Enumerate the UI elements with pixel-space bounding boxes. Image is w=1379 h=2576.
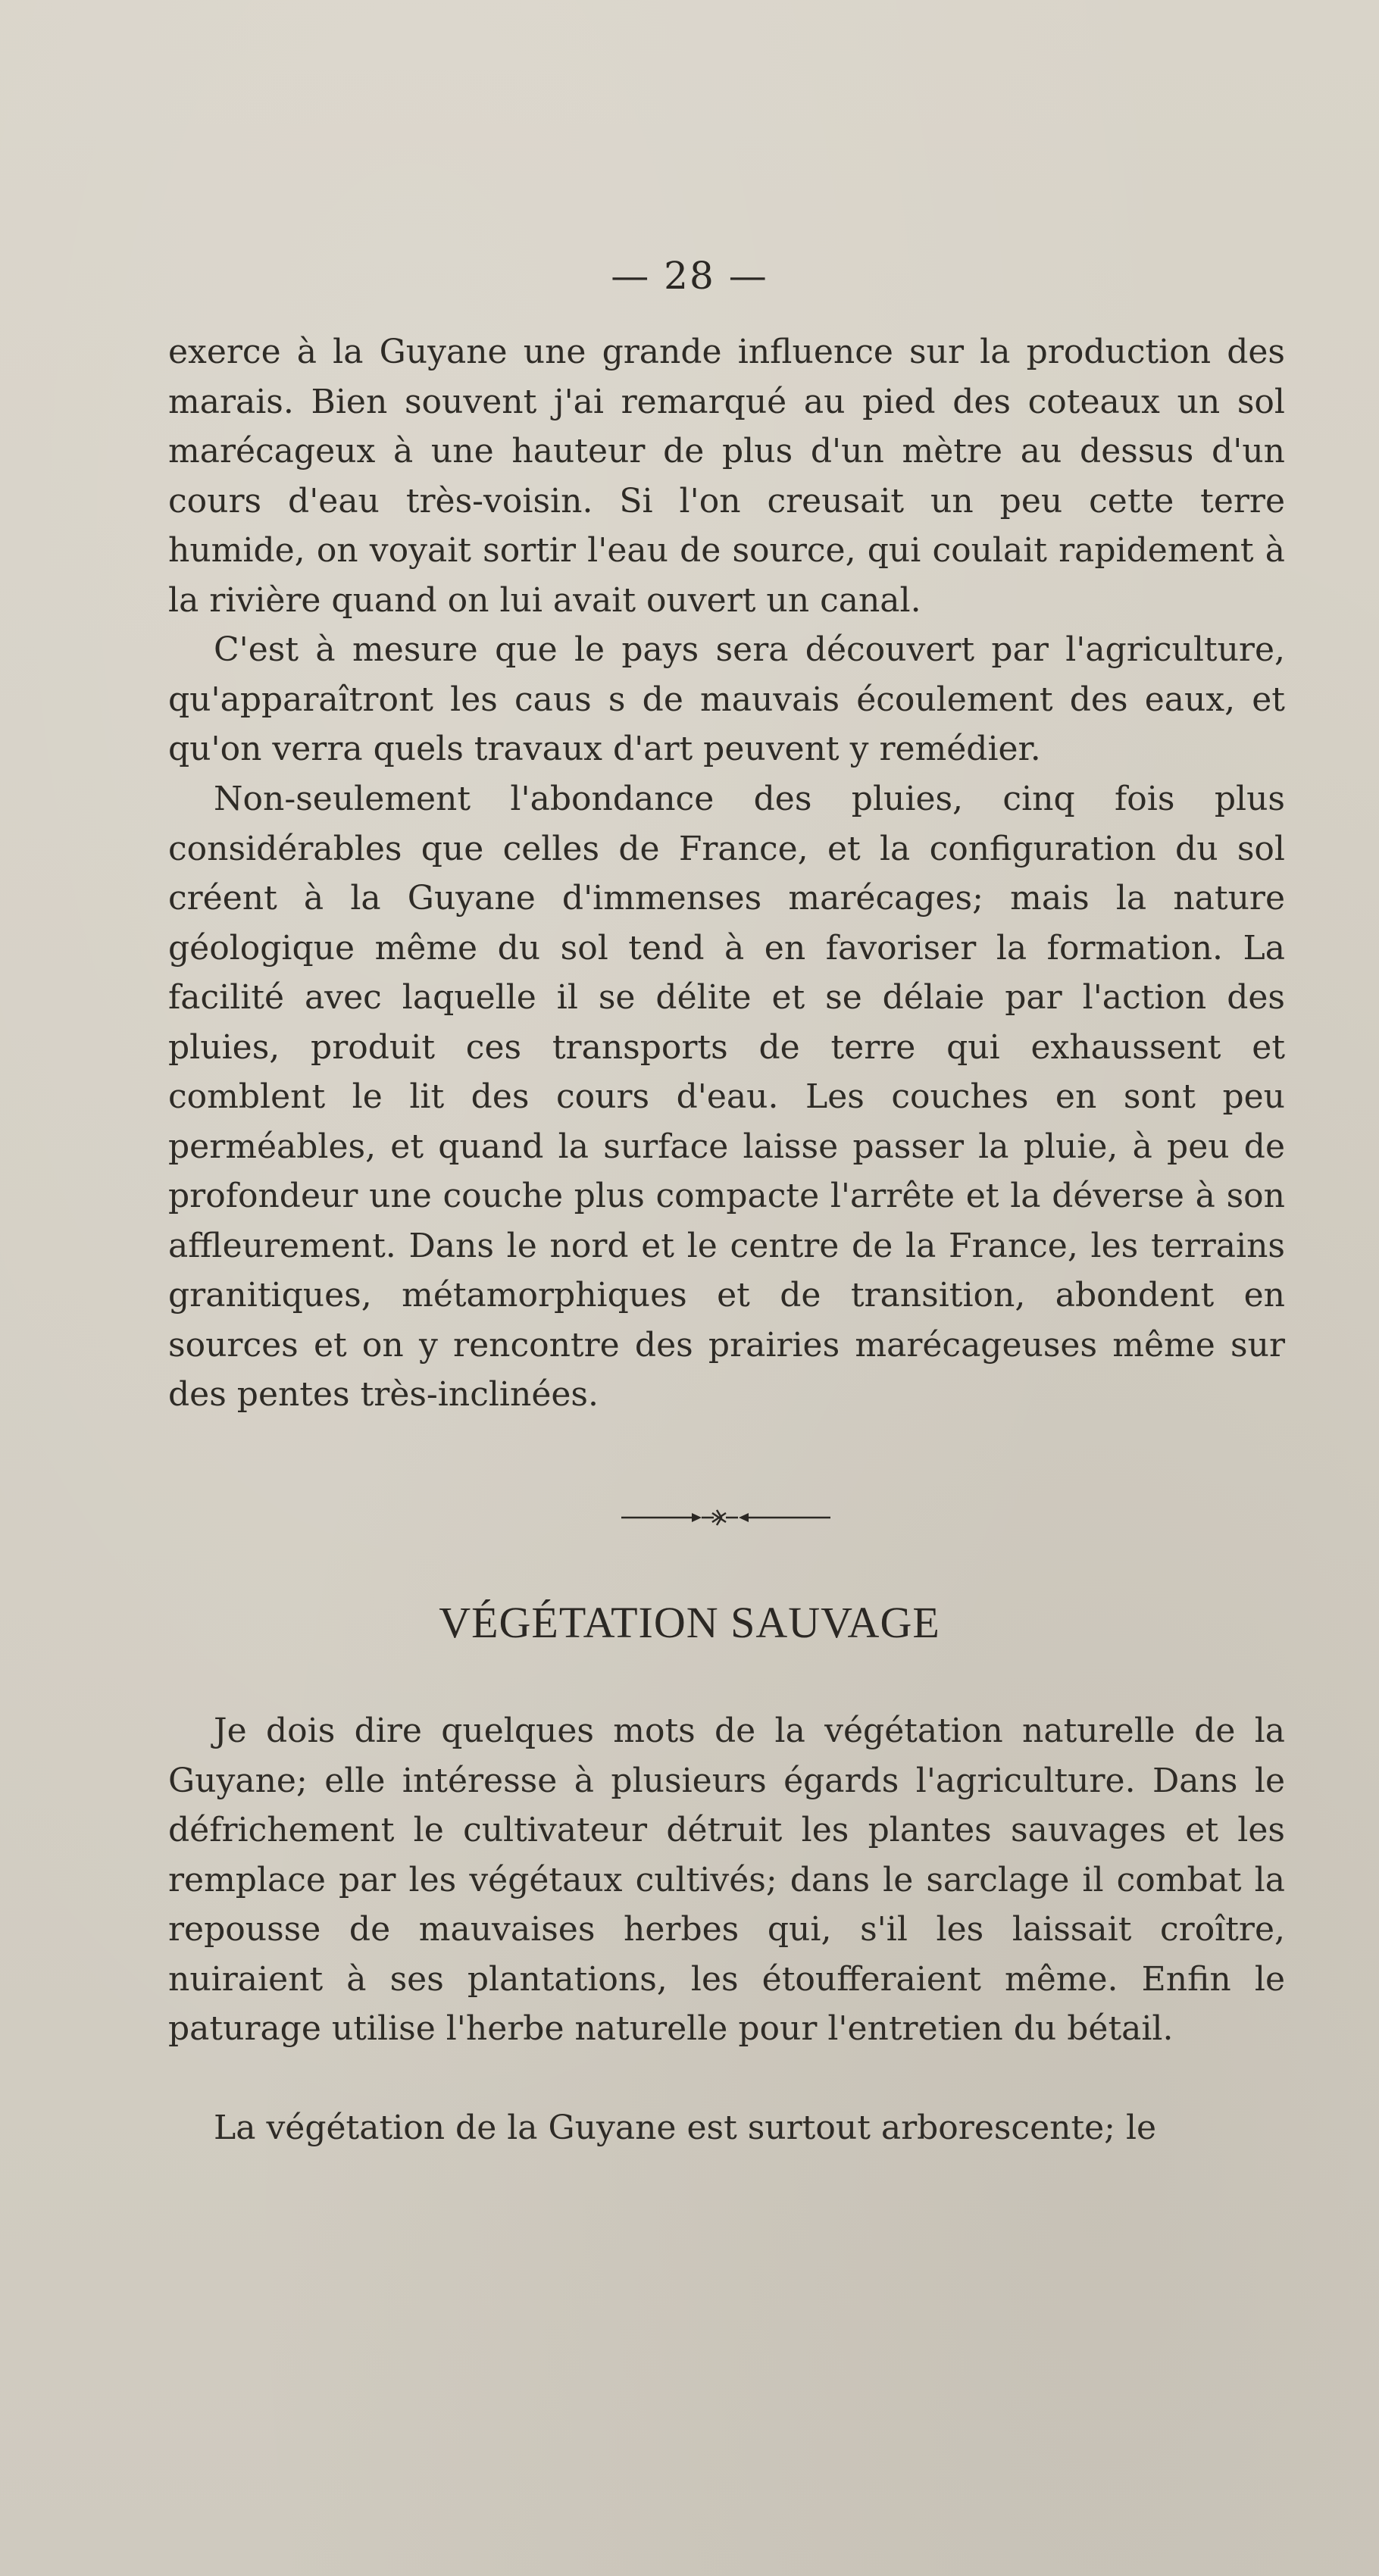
- paragraph-vegetation: Je dois dire quelques mots de la végétation naturelle de la Guyane; elle intéresse à plusieurs égards l'agriculture. Dans le défrichement le cultivateur détruit les plantes sauvages et les remplace par les végétaux cultivés; dans le sarclage il combat la repousse de mauvaises herbes qui, s'il les laissait croître, nuiraient à ses plantations, les étoufferaient même. Enfin le paturage utilise l'herbe naturelle pour l'entretien du bétail.: [168, 1712, 1285, 2048]
- paragraph-continuation: exerce à la Guyane une grande influence sur la production des marais. Bien souvent j'ai remarqué au pied des coteaux un sol marécageux à une hauteur de plus d'un mètre au dessus d'un cours d'eau très-voisin. Si l'on creusait un peu cette terre humide, on voyait sortir l'eau de source, qui coulait rapidement à la rivière quand on lui avait ouvert un canal.: [168, 333, 1285, 620]
- section-heading: VÉGÉTATION SAUVAGE: [439, 1598, 940, 1647]
- page-number: — 28 —: [611, 254, 768, 298]
- paragraph-arborescent: La végétation de la Guyane est surtout arborescente; le: [214, 2109, 1157, 2147]
- ornamental-divider-icon: [620, 1502, 832, 1533]
- paragraph-drainage: C'est à mesure que le pays sera découvert par l'agriculture, qu'apparaîtront les caus s de mauvais écoulement des eaux, et qu'on verra quels travaux d'art peuvent y remédier.: [168, 630, 1285, 768]
- paragraph-geology: Non-seulement l'abondance des pluies, cinq fois plus considérables que celles de France, et la configuration du sol créent à la Guyane d'immenses marécages; mais la nature géologique même du sol tend à en favoriser la formation. La facilité avec laquelle il se délite et se délaie par l'action des pluies, produit ces transports de terre qui exhaussent et comblent le lit des cours d'eau. Les couches en sont peu perméables, et quand la surface laisse passer la pluie, à peu de profondeur une couche plus compacte l'arrête et la déverse à son affleurement. Dans le nord et le centre de la France, les terrains granitiques, métamorphiques et de transition, abondent en sources et on y rencontre des prairies marécageuses même sur des pentes très-inclinées.: [168, 780, 1285, 1414]
